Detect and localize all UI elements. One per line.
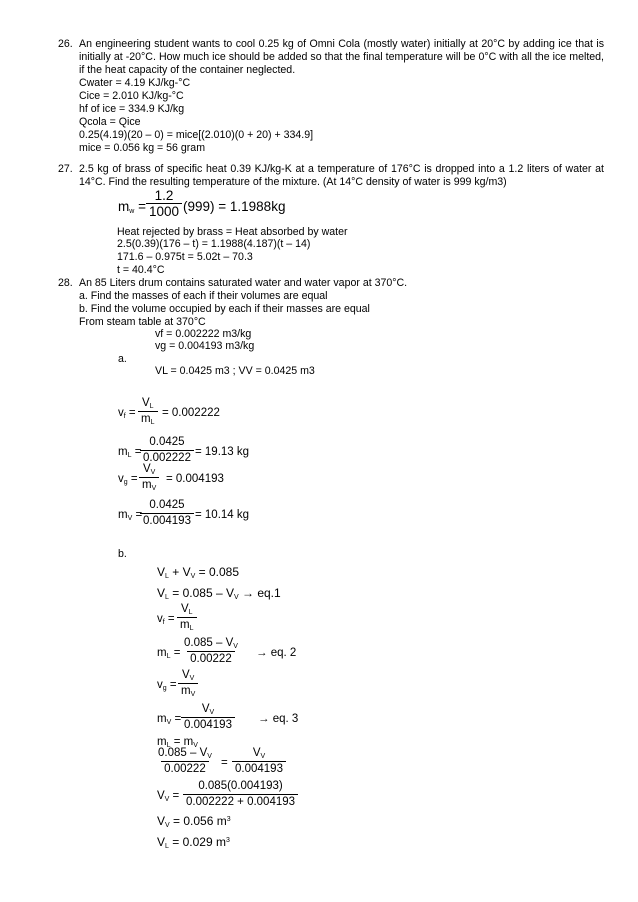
vg-value: vg = 0.004193 m3/kg (155, 340, 255, 352)
mass-water-fraction (146, 189, 182, 218)
fraction-numerator: $0.085 - V_V$ (158, 747, 212, 760)
part-a-question: a. Find the masses of each if their volumes are equal (79, 290, 328, 302)
ml-fraction (140, 436, 194, 465)
fraction-numerator: $V_V$ (181, 669, 195, 682)
vg-lhs: $v_g$ = (118, 473, 138, 486)
b-compare-equals: = (221, 757, 228, 769)
b-vv-lhs: $V_V$ = (157, 790, 180, 803)
c-water: Cwater = 4.19 KJ/kg-°C (79, 77, 191, 89)
b-eq1: $V_L = 0.085 - V_V \to eq.1$ (157, 586, 281, 601)
q-balance: Qcola = Qice (79, 116, 141, 128)
b-ml-rhs: → eq. 2 (256, 647, 297, 659)
fraction-numerator: $V_V$ (201, 703, 215, 716)
vf-lhs: $v_f$ = (118, 407, 136, 420)
fraction-numerator: $V_V$ (142, 463, 156, 476)
fraction-denominator: 0.00222 (161, 761, 209, 776)
problem-27-number: 27. (58, 163, 73, 175)
b-compare-right-fraction (232, 747, 286, 776)
b-vl-result: $V_L = 0.029$ $m^3$ (157, 835, 230, 850)
fraction-numerator: 0.0425 (149, 499, 185, 511)
problem-27-text: 2.5 kg of brass of specific heat 0.39 KJ/kg-K at a temperature of 176°C is dropped into a 1.2 liters of water at 14°C. Find the resulting temperature of the mixture. (At 14°C density of water is 999 kg/m3) (79, 163, 604, 188)
temperature-result: t = 40.4°C (117, 264, 165, 276)
fraction-numerator: $V_V$ (252, 747, 266, 760)
fraction-denominator: 1000 (146, 203, 182, 218)
ice-mass-result: mice = 0.056 kg = 56 gram (79, 142, 206, 154)
b-mv-lhs: $m_V$ = (157, 713, 182, 726)
fraction-denominator: $m_V$ (178, 683, 198, 698)
b-vv-fraction (183, 780, 298, 809)
part-b-question: b. Find the volume occupied by each if their masses are equal (79, 303, 370, 315)
ml-lhs: $m_L$ = (118, 446, 142, 459)
mass-water-lhs: $m_w$ = (118, 199, 146, 215)
fraction-numerator: 0.0425 (149, 436, 185, 448)
heat-equation: 2.5(0.39)(176 – t) = 1.1988(4.187)(t – 14) (117, 238, 311, 250)
fraction-denominator: 0.002222 (140, 450, 194, 465)
problem-26-text: An engineering student wants to cool 0.25 kg of Omni Cola (mostly water) initially at 20°C by adding ice that is initially at -20°C. How much ice should be added so that the final temperature will be 0°C with all the ice melted, if the heat capacity of the container neglected. (79, 38, 604, 76)
part-a-volumes: VL = 0.0425 m3 ; VV = 0.0425 m3 (155, 365, 315, 377)
part-b-label: b. (118, 548, 127, 560)
problem-26-number: 26. (58, 38, 73, 50)
b-ml-lhs: $m_L$ = (157, 647, 181, 660)
fraction-numerator: $0.085 - V_V$ (184, 637, 238, 650)
b-ml-fraction (181, 637, 241, 666)
fraction-numerator: 0.085(0.004193) (198, 780, 283, 792)
b-mass-equal: $m_L = m_V$ (157, 736, 198, 749)
b-vg-lhs: $v_g$ = (157, 679, 177, 692)
problem-28-text: An 85 Liters drum contains saturated water and water vapor at 370°C. (79, 277, 408, 289)
b-vf-fraction (177, 603, 197, 632)
mv-rhs: = 10.14 kg (195, 509, 250, 521)
vf-rhs: = 0.002222 (162, 407, 220, 419)
b-vf-lhs: $v_f$ = (157, 613, 175, 626)
b-mv-fraction (181, 703, 235, 732)
heat-simplified: 171.6 – 0.975t = 5.02t – 70.3 (117, 251, 253, 263)
vf-value: vf = 0.002222 m3/kg (155, 328, 252, 340)
fraction-denominator: 0.004193 (140, 513, 194, 528)
vg-rhs: = 0.004193 (166, 473, 224, 485)
heat-balance-line: Heat rejected by brass = Heat absorbed by water (117, 226, 348, 238)
part-a-label: a. (118, 353, 127, 365)
fraction-denominator: $m_L$ (138, 411, 158, 426)
c-ice: Cice = 2.010 KJ/kg-°C (79, 90, 184, 102)
fraction-numerator: $V_L$ (141, 397, 154, 410)
fraction-numerator: 1.2 (154, 188, 174, 203)
fraction-denominator: 0.004193 (232, 761, 286, 776)
b-compare-left-fraction (155, 747, 215, 776)
fraction-denominator: 0.004193 (181, 717, 235, 732)
mv-lhs: $m_V$ = (118, 509, 143, 522)
fraction-denominator: 0.00222 (187, 651, 235, 666)
b-mv-rhs: → eq. 3 (258, 713, 299, 725)
mv-fraction (140, 499, 194, 528)
b-vg-fraction (178, 669, 198, 698)
mass-water-result: (999) = 1.1988kg (183, 199, 286, 214)
fraction-numerator: $V_L$ (180, 603, 193, 616)
vf-fraction (138, 397, 158, 426)
vg-fraction (139, 463, 159, 492)
energy-equation: 0.25(4.19)(20 – 0) = mice[(2.010)(0 + 20) + 334.9] (79, 129, 314, 141)
b-volume-sum: $V_L + V_V = 0.085$ (157, 565, 239, 580)
ml-rhs: = 19.13 kg (195, 446, 250, 458)
b-vv-result: $V_V = 0.056$ $m^3$ (157, 814, 231, 829)
fraction-denominator: 0.002222 + 0.004193 (183, 794, 298, 809)
problem-28-number: 28. (58, 277, 73, 289)
fraction-denominator: $m_V$ (139, 477, 159, 492)
steam-table-note: From steam table at 370°C (79, 316, 206, 328)
fraction-denominator: $m_L$ (177, 617, 197, 632)
hf-ice: hf of ice = 334.9 KJ/kg (79, 103, 185, 115)
